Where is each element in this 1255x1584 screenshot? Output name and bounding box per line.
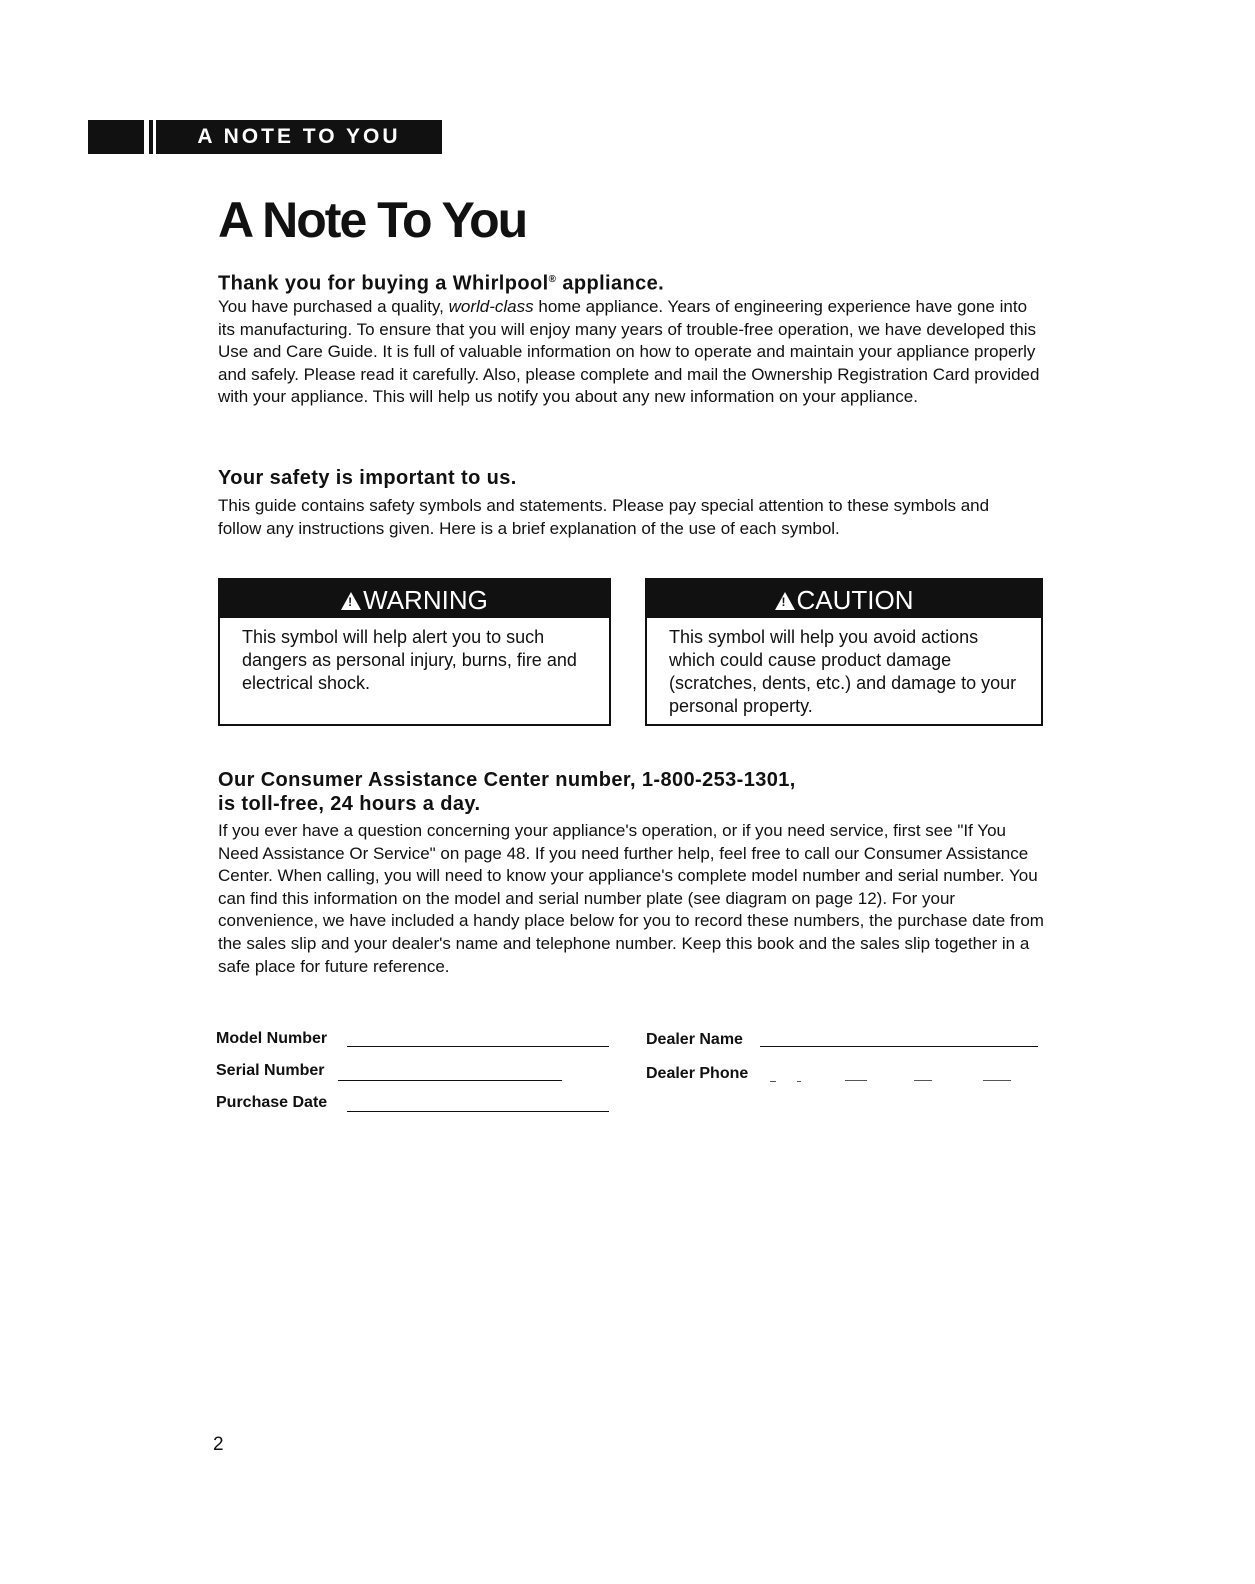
header-bar-block [88, 120, 144, 154]
model-number-line[interactable] [347, 1046, 609, 1047]
thanks-text-end: home appliance. Years of engineering experience have gone into its manufacturing. To ensure that you will enjoy many years of trouble-free operation, we have developed this Use and Care Guide. It is full of valuable information on how to operate and maintain your appliance properly and safely. Please read it carefully. Also, please complete and mail the Ownership Registration Card provided with your appliance. This will help us notify you about any new information on your appliance. [218, 297, 1040, 407]
caution-text: This symbol will help you avoid actions which could cause product damage (scratches, dents, etc.) and damage to your personal property. [669, 627, 1017, 716]
thanks-paragraph [218, 296, 1048, 409]
safety-paragraph: This guide contains safety symbols and statements. Please pay special attention to these symbols and follow any instructions given. Here is a brief explanation of the use of each symbol. [218, 496, 990, 538]
safety-heading: Your safety is important to us. [218, 467, 517, 489]
warning-triangle-icon [341, 592, 361, 610]
dealer-name-label: Dealer Name [646, 1031, 743, 1048]
section-tag: A NOTE TO YOU [156, 120, 442, 154]
warning-box [218, 578, 611, 726]
page-title: A Note To You [218, 192, 527, 248]
model-number-label: Model Number [216, 1030, 328, 1047]
assistance-heading [218, 768, 796, 816]
assistance-paragraph: If you ever have a question concerning your appliance's operation, or if you need service, first see "If You Need Assistance Or Service" on page 48. If you need further help, feel free to call our Consumer Assistance Center. When calling, you will need to know your appliance's complete model number and serial number. You can find this information on the model and serial number plate (see diagram on page 12). For your convenience, we have included a handy place below for you to record these numbers, the purchase date from the sales slip and your dealer's name and telephone number. Keep this book and the sales slip together in a safe place for future reference. [218, 821, 1044, 976]
purchase-date-label: Purchase Date [216, 1094, 328, 1111]
dealer-phone-label: Dealer Phone [646, 1065, 749, 1082]
dealer-phone-dash [770, 1081, 776, 1082]
serial-number-line[interactable] [338, 1080, 562, 1081]
dealer-name-line[interactable] [760, 1046, 1038, 1047]
thanks-emphasis: world-class [448, 297, 534, 316]
thanks-text-start: You have purchased a quality, [218, 297, 449, 316]
serial-number-label: Serial Number [216, 1062, 325, 1079]
dealer-phone-dash [797, 1081, 801, 1082]
warning-text: This symbol will help alert you to such dangers as personal injury, burns, fire and electrical shock. [242, 627, 577, 693]
warning-header [220, 580, 609, 618]
dealer-phone-dash [914, 1080, 932, 1081]
thanks-heading-text: Thank you for buying a Whirlpool [218, 272, 549, 295]
warning-label: WARNING [363, 585, 488, 615]
caution-box [645, 578, 1043, 726]
caution-triangle-icon [775, 592, 795, 610]
assistance-heading-line2: is toll-free, 24 hours a day. [218, 793, 481, 815]
dealer-phone-dash [983, 1080, 1011, 1081]
dealer-phone-dash [845, 1080, 867, 1081]
thanks-heading-end: appliance. [556, 272, 665, 295]
registered-mark: ® [548, 274, 557, 285]
caution-header [647, 580, 1041, 618]
header-bar-rule [149, 120, 153, 154]
page-number: 2 [213, 1434, 224, 1455]
thanks-heading [218, 268, 664, 296]
purchase-date-line[interactable] [347, 1111, 609, 1112]
assistance-heading-line1: Our Consumer Assistance Center number, 1-800-253-1301, [218, 769, 796, 791]
caution-label: CAUTION [796, 585, 914, 615]
